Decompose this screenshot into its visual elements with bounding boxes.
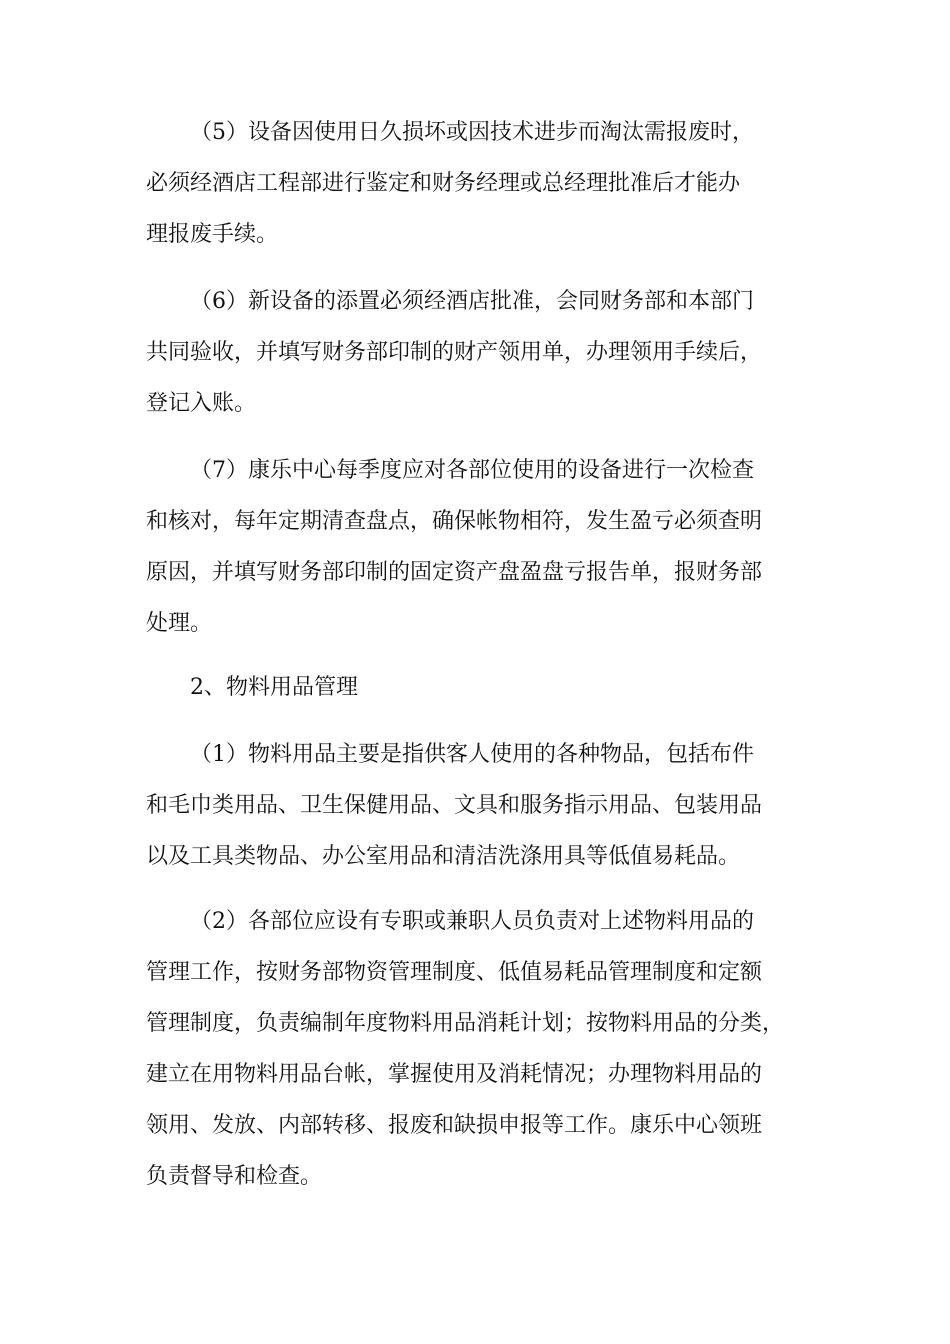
paragraph-line: （2）各部位应设有专职或兼职人员负责对上述物料用品的 <box>190 909 754 934</box>
paragraph-5 <box>146 107 806 260</box>
paragraph-line: 原因，并填写财务部印制的固定资产盘盈盘亏报告单，报财务部 <box>146 560 763 585</box>
paragraph-line: （5）设备因使用日久损坏或因技术进步而淘汰需报废时， <box>190 120 754 145</box>
paragraph-line: （1）物料用品主要是指供客人使用的各种物品，包括布件 <box>190 742 754 767</box>
paragraph-line: 领用、发放、内部转移、报废和缺损申报等工作。康乐中心领班 <box>146 1113 763 1138</box>
paragraph-line: 处理。 <box>146 611 213 636</box>
paragraph-line: 和毛巾类用品、卫生保健用品、文具和服务指示用品、包装用品 <box>146 793 763 818</box>
paragraph-line: （6）新设备的添置必须经酒店批准，会同财务部和本部门 <box>190 289 754 314</box>
paragraph-6 <box>146 276 806 429</box>
paragraph-line: 必须经酒店工程部进行鉴定和财务经理或总经理批准后才能办 <box>146 171 741 196</box>
paragraph-line: 负责督导和检查。 <box>146 1164 323 1189</box>
section-heading <box>146 662 806 713</box>
paragraph-line: 以及工具类物品、办公室用品和清洁洗涤用具等低值易耗品。 <box>146 844 741 869</box>
paragraph-line: 管理工作，按财务部物资管理制度、低值易耗品管理制度和定额 <box>146 960 763 985</box>
paragraph-7 <box>146 445 806 649</box>
paragraph-2-1 <box>146 729 806 882</box>
paragraph-line: 管理制度，负责编制年度物料用品消耗计划；按物料用品的分类， <box>146 1011 785 1036</box>
section-heading-text: 2、物料用品管理 <box>190 675 358 700</box>
paragraph-line: 建立在用物料用品台帐，掌握使用及消耗情况；办理物料用品的 <box>146 1062 763 1087</box>
paragraph-line: 理报废手续。 <box>146 222 279 247</box>
paragraph-line: 登记入账。 <box>146 391 257 416</box>
paragraph-line: 和核对，每年定期清查盘点，确保帐物相符，发生盈亏必须查明 <box>146 509 763 534</box>
paragraph-2-2 <box>146 896 806 1202</box>
paragraph-line: （7）康乐中心每季度应对各部位使用的设备进行一次检查 <box>190 458 754 483</box>
paragraph-line: 共同验收，并填写财务部印制的财产领用单，办理领用手续后， <box>146 340 763 365</box>
